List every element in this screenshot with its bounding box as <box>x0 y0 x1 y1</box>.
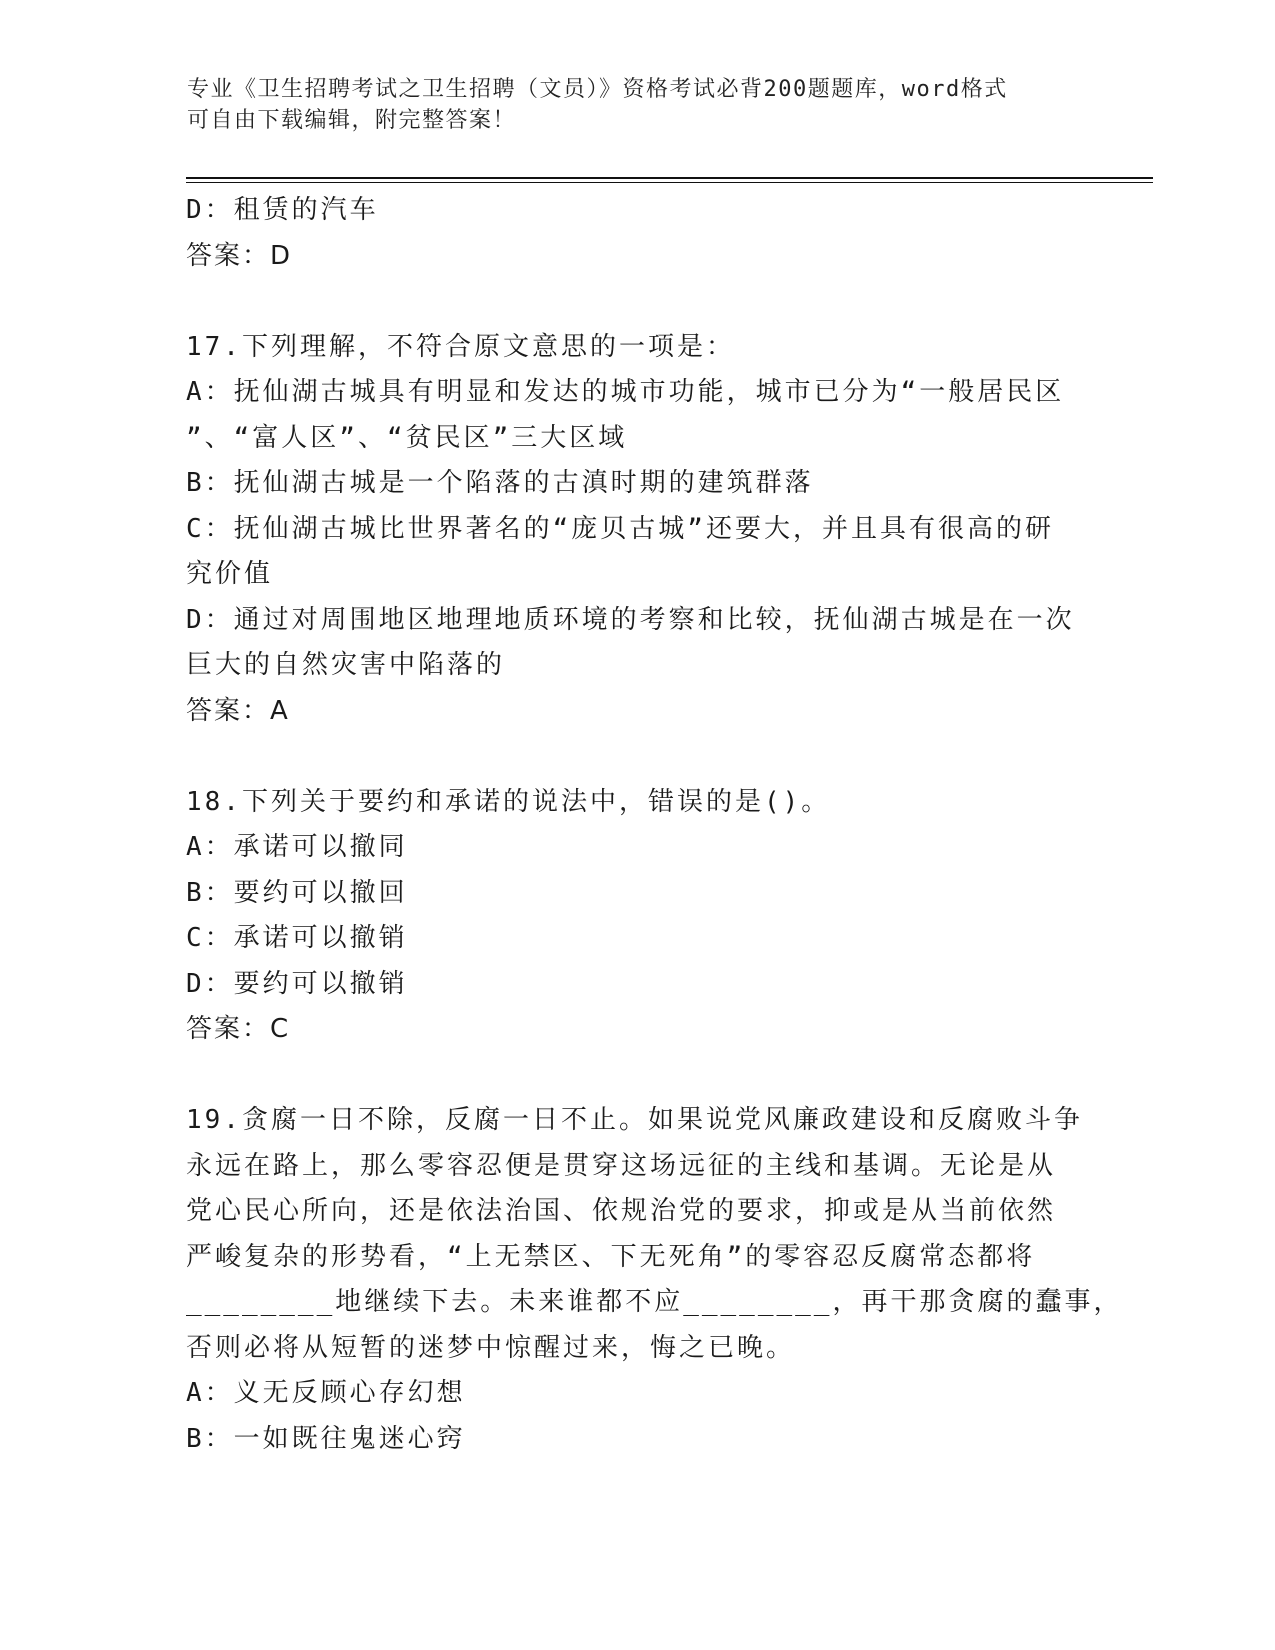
option-b: B：一如既往鬼迷心窍 <box>186 1423 466 1454</box>
header-title-line-1: 专业《卫生招聘考试之卫生招聘（文员）》资格考试必背200题题库，word格式 <box>187 77 1008 102</box>
question-spacer <box>186 734 1086 780</box>
option-b: B：要约可以撤回 <box>186 877 408 908</box>
question-spacer <box>186 279 1086 325</box>
header-rule-thin <box>186 182 1153 183</box>
option-a-line-1: A：抚仙湖古城具有明显和发达的城市功能，城市已分为“一般居民区 <box>186 377 1065 407</box>
answer-line: 答案：D <box>186 240 293 271</box>
question-19 <box>186 1098 1123 1462</box>
option-b: B：抚仙湖古城是一个陷落的古滇时期的建筑群落 <box>186 468 814 498</box>
header-title-line-2: 可自由下载编辑，附完整答案！ <box>187 108 517 133</box>
option-a-line-2: ”、“富人区”、“贫民区”三大区域 <box>186 422 628 453</box>
question-stem-line-5: ________地继续下去。未来谁都不应________，再干那贪腐的蠢事， <box>186 1287 1123 1317</box>
header-rule-thick <box>186 177 1153 179</box>
question-18 <box>186 780 1086 1053</box>
page-header <box>187 74 1067 136</box>
option-d-line-2: 巨大的自然灾害中陷落的 <box>186 650 506 680</box>
question-spacer <box>186 1053 1086 1099</box>
document-body <box>186 188 1123 1462</box>
question-stem: 17.下列理解，不符合原文意思的一项是： <box>186 331 735 362</box>
option-d: D：租赁的汽车 <box>186 195 379 225</box>
question-stem-line-2: 永远在路上，那么零容忍便是贯穿这场远征的主线和基调。无论是从 <box>186 1150 1057 1181</box>
answer-line: 答案：C <box>186 1014 291 1044</box>
question-stem: 18.下列关于要约和承诺的说法中，错误的是()。 <box>186 786 831 817</box>
question-stem-line-6: 否则必将从短暂的迷梦中惊醒过来，悔之已晚。 <box>186 1332 796 1363</box>
answer-line: 答案：A <box>186 695 290 726</box>
question-17 <box>186 325 1086 735</box>
question-stem-line-1: 19.贪腐一日不除，反腐一日不止。如果说党风廉政建设和反腐败斗争 <box>186 1105 1083 1135</box>
option-a: A：义无反顾心存幻想 <box>186 1378 466 1408</box>
option-d: D：要约可以撤销 <box>186 968 408 999</box>
option-c: C：承诺可以撤销 <box>186 923 408 953</box>
option-d-line-1: D：通过对周围地区地理地质环境的考察和比较，抚仙湖古城是在一次 <box>186 604 1075 635</box>
option-a: A：承诺可以撤同 <box>186 832 408 862</box>
question-stem-line-3: 党心民心所向，还是依法治国、依规治党的要求，抑或是从当前依然 <box>186 1196 1057 1226</box>
option-c-line-2: 究价值 <box>186 559 274 589</box>
question-stem-line-4: 严峻复杂的形势看，“上无禁区、下无死角”的零容忍反腐常态都将 <box>186 1241 1036 1272</box>
question-16-tail <box>186 188 1086 279</box>
option-c-line-1: C：抚仙湖古城比世界著名的“庞贝古城”还要大，并且具有很高的研 <box>186 513 1054 544</box>
